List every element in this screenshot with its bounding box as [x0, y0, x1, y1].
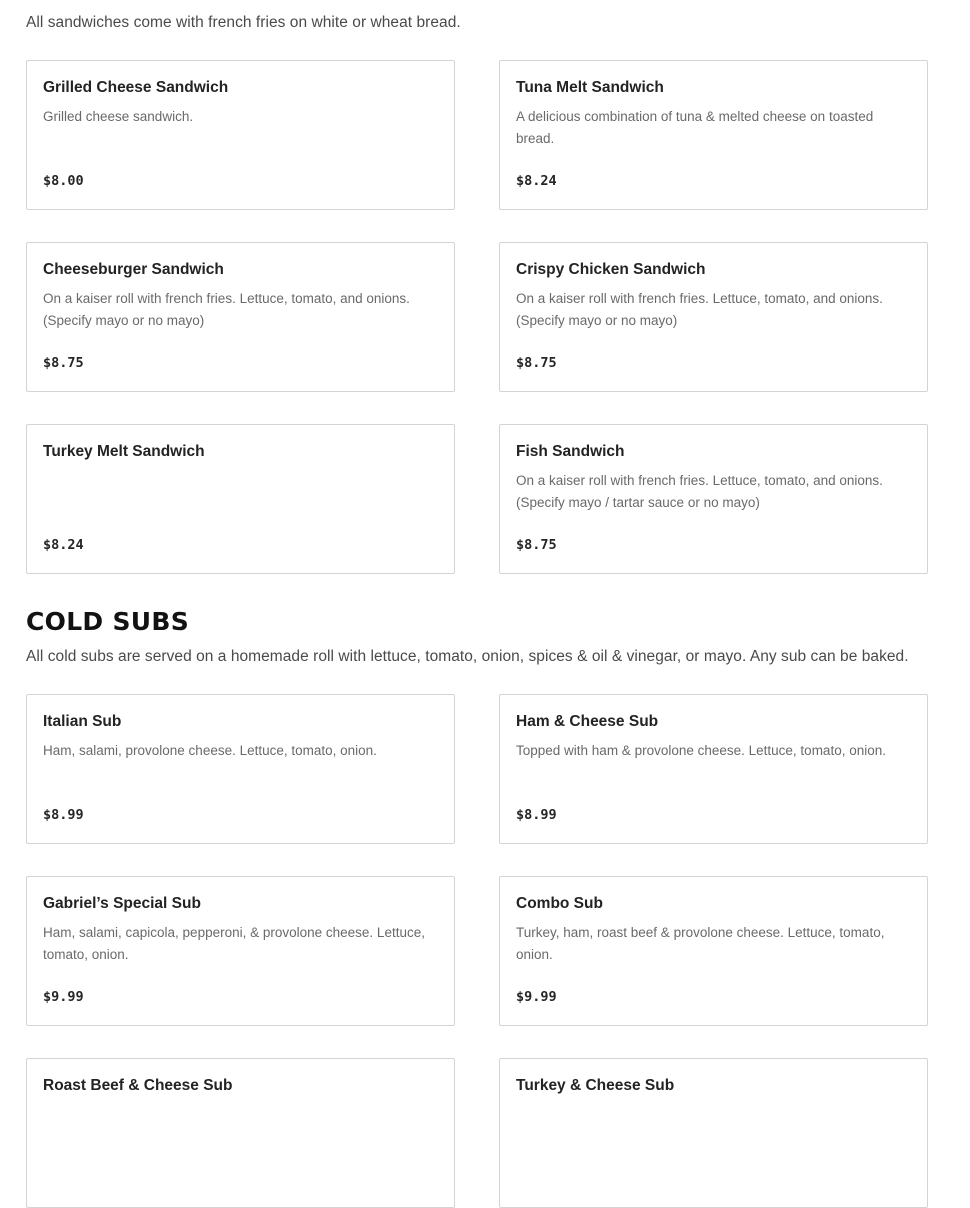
menu-item-price: $9.99 — [516, 989, 557, 1005]
menu-item-card[interactable] — [26, 1058, 455, 1208]
menu-item-card[interactable] — [26, 242, 455, 392]
menu-item-price: $8.00 — [43, 173, 84, 189]
menu-item-price: $8.75 — [516, 355, 557, 371]
menu-item-price: $8.24 — [43, 537, 84, 553]
cold-subs-menu-grid — [26, 694, 928, 1208]
menu-item-name: Ham & Cheese Sub — [516, 713, 659, 730]
menu-item-price: $8.99 — [516, 807, 557, 823]
menu-item-card[interactable] — [499, 60, 928, 210]
menu-item-name: Grilled Cheese Sandwich — [43, 79, 229, 96]
menu-item-name: Roast Beef & Cheese Sub — [43, 1077, 233, 1094]
menu-item-name: Cheeseburger Sandwich — [43, 261, 224, 278]
menu-item-description: Ham, salami, capicola, pepperoni, & provolone cheese. Lettuce, tomato, onion. — [43, 925, 425, 962]
section-title: COLD SUBS — [26, 607, 190, 636]
menu-item-price: $8.99 — [43, 807, 84, 823]
menu-item-card[interactable] — [499, 424, 928, 574]
menu-item-card[interactable] — [499, 242, 928, 392]
menu-item-name: Combo Sub — [516, 895, 603, 912]
menu-item-name: Italian Sub — [43, 713, 122, 730]
menu-item-description: Turkey, ham, roast beef & provolone cheese. Lettuce, tomato, onion. — [516, 925, 885, 962]
section-description: All cold subs are served on a homemade roll with lettuce, tomato, onion, spices & oil & vinegar, or mayo. Any sub can be baked. — [26, 648, 909, 665]
section-description: All sandwiches come with french fries on white or wheat bread. — [26, 14, 461, 31]
menu-item-price: $8.75 — [43, 355, 84, 371]
menu-item-name: Fish Sandwich — [516, 443, 625, 460]
menu-item-card[interactable] — [26, 694, 455, 844]
menu-item-description: On a kaiser roll with french fries. Lettuce, tomato, and onions. (Specify mayo or no mayo) — [516, 291, 883, 328]
menu-item-name: Tuna Melt Sandwich — [516, 79, 664, 96]
menu-item-price: $8.24 — [516, 173, 557, 189]
menu-item-name: Turkey Melt Sandwich — [43, 443, 205, 460]
menu-item-name: Crispy Chicken Sandwich — [516, 261, 706, 278]
menu-item-card[interactable] — [499, 694, 928, 844]
menu-item-price: $8.75 — [516, 537, 557, 553]
menu-item-card[interactable] — [26, 424, 455, 574]
menu-item-description: Grilled cheese sandwich. — [43, 109, 194, 124]
menu-item-name: Gabriel’s Special Sub — [43, 895, 201, 912]
menu-item-description: On a kaiser roll with french fries. Lettuce, tomato, and onions. (Specify mayo or no mayo) — [43, 291, 410, 328]
menu-item-price: $9.99 — [43, 989, 84, 1005]
menu-item-description: A delicious combination of tuna & melted cheese on toasted bread. — [516, 109, 874, 146]
menu-item-card[interactable] — [26, 60, 455, 210]
menu-item-description: Ham, salami, provolone cheese. Lettuce, tomato, onion. — [43, 743, 377, 758]
menu-item-card[interactable] — [499, 1058, 928, 1208]
menu-item-card[interactable] — [26, 876, 455, 1026]
sandwiches-menu-grid — [26, 60, 928, 574]
menu-item-description: Topped with ham & provolone cheese. Lettuce, tomato, onion. — [516, 743, 886, 758]
menu-item-card[interactable] — [499, 876, 928, 1026]
menu-item-description: On a kaiser roll with french fries. Lettuce, tomato, and onions. (Specify mayo / tartar sauce or no mayo) — [516, 473, 883, 510]
menu-item-name: Turkey & Cheese Sub — [516, 1077, 675, 1094]
